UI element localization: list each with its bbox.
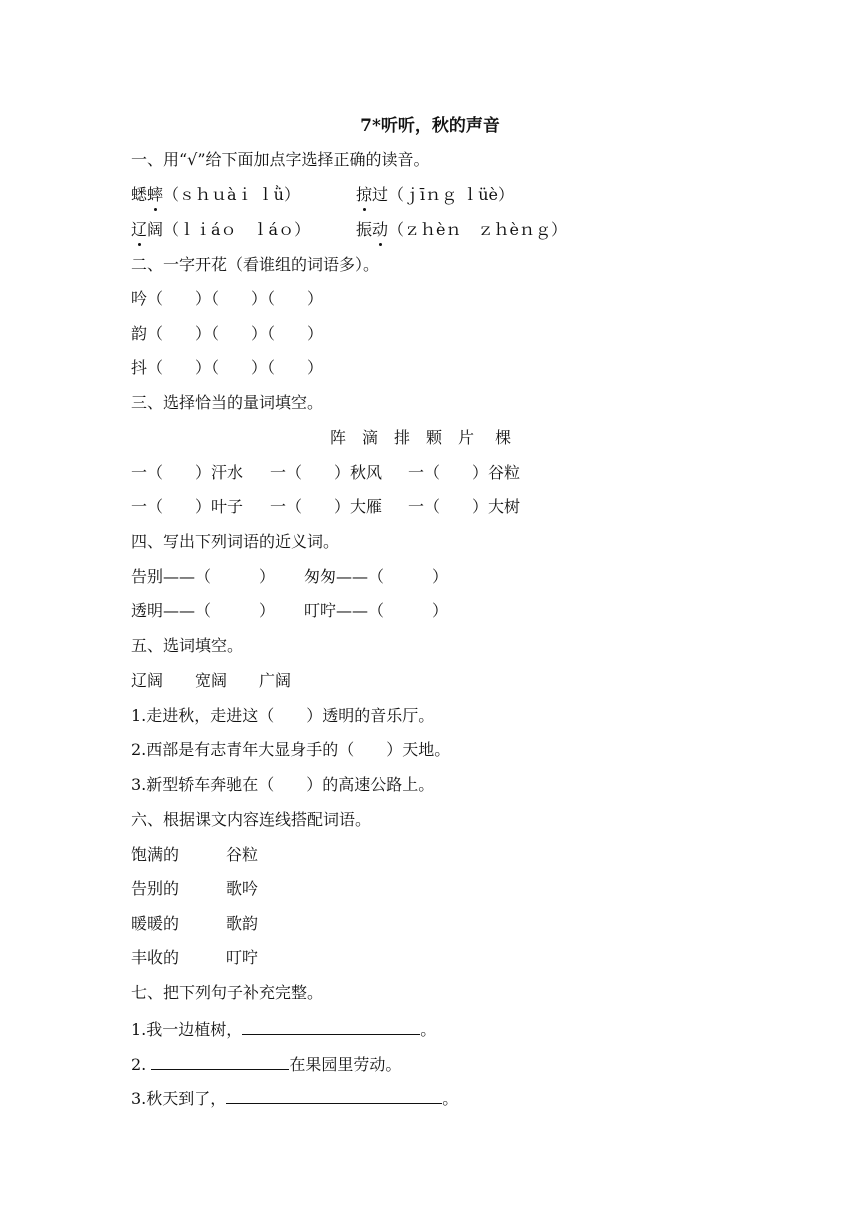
word-bloom-row: 抖（ ）（ ）（ ） xyxy=(131,358,324,377)
sentence-item-1 xyxy=(131,1018,436,1040)
sentence-item-3 xyxy=(131,1087,458,1109)
dotted-char: 辽 xyxy=(131,220,148,239)
measure-word-item: 一（ ）谷粒 xyxy=(408,463,521,482)
match-left-item: 暖暖的 xyxy=(131,914,180,933)
section-5-heading: 五、选词填空。 xyxy=(131,636,244,655)
measure-word-item: 一（ ）汗水 xyxy=(131,463,244,482)
word-bloom-row: 韵（ ）（ ）（ ） xyxy=(131,324,324,343)
sentence-text: 。 xyxy=(442,1089,459,1108)
answer-blank[interactable] xyxy=(242,1018,420,1035)
fill-in-item: 2.西部是有志青年大显身手的（ ）天地。 xyxy=(131,740,451,759)
pinyin-options: 阔（ｌｉáｏ ｌáｏ） xyxy=(147,220,311,239)
pinyin-item-liaokuo xyxy=(131,220,310,240)
dotted-char: 掠 xyxy=(356,185,373,204)
sentence-text: 1.我一边植树， xyxy=(131,1020,243,1039)
pinyin-item-lueguo xyxy=(356,185,514,205)
section-7-heading: 七、把下列句子补充完整。 xyxy=(131,983,324,1002)
word-bloom-row: 吟（ ）（ ）（ ） xyxy=(131,289,324,308)
dotted-char: 动 xyxy=(372,220,389,239)
measure-word-item: 一（ ）秋风 xyxy=(270,463,383,482)
synonym-item: 匆匆——（ ） xyxy=(304,567,449,586)
match-right-item: 歌吟 xyxy=(226,879,259,898)
sentence-text: 在果园里劳动。 xyxy=(289,1055,402,1074)
measure-word-item: 一（ ）大雁 xyxy=(270,497,383,516)
match-right-item: 谷粒 xyxy=(226,845,259,864)
synonym-item: 告别——（ ） xyxy=(131,567,276,586)
answer-blank[interactable] xyxy=(226,1087,442,1104)
page-title: 7*听听，秋的声音 xyxy=(360,116,500,136)
match-right-item: 叮咛 xyxy=(226,948,259,967)
section-4-heading: 四、写出下列词语的近义词。 xyxy=(131,532,340,551)
sentence-item-2 xyxy=(131,1053,401,1075)
fill-in-item: 1.走进秋，走进这（ ）透明的音乐厅。 xyxy=(131,706,435,725)
synonym-item: 透明——（ ） xyxy=(131,601,276,620)
answer-blank[interactable] xyxy=(151,1053,289,1070)
char: 振 xyxy=(356,220,373,239)
pinyin-options: （ｓｈｕàｉ ｌǜ） xyxy=(163,185,300,204)
word-choices: 辽阔 宽阔 广阔 xyxy=(131,671,292,690)
pinyin-item-xishuai xyxy=(131,185,300,205)
char: 蟋 xyxy=(131,185,148,204)
measure-word-item: 一（ ）大树 xyxy=(408,497,521,516)
measure-word-options: 阵 滴 排 颗 片 棵 xyxy=(330,428,512,447)
match-left-item: 丰收的 xyxy=(131,948,180,967)
match-left-item: 告别的 xyxy=(131,879,180,898)
sentence-text: 。 xyxy=(420,1020,437,1039)
dotted-char: 蟀 xyxy=(147,185,164,204)
section-2-heading: 二、一字开花（看谁组的词语多）。 xyxy=(131,255,380,274)
pinyin-options: （ｚｈèｎ ｚｈèｎｇ） xyxy=(388,220,567,239)
section-1-heading: 一、用“√”给下面加点字选择正确的读音。 xyxy=(131,150,430,169)
sentence-text: 3.秋天到了， xyxy=(131,1089,227,1108)
measure-word-item: 一（ ）叶子 xyxy=(131,497,244,516)
pinyin-options: 过（ｊīｎｇ ｌüè） xyxy=(372,185,514,204)
sentence-text: 2. xyxy=(131,1055,152,1074)
fill-in-item: 3.新型轿车奔驰在（ ）的高速公路上。 xyxy=(131,775,435,794)
match-left-item: 饱满的 xyxy=(131,845,180,864)
section-3-heading: 三、选择恰当的量词填空。 xyxy=(131,393,324,412)
synonym-item: 叮咛——（ ） xyxy=(304,601,449,620)
pinyin-item-zhendong xyxy=(356,220,567,240)
match-right-item: 歌韵 xyxy=(226,914,259,933)
section-6-heading: 六、根据课文内容连线搭配词语。 xyxy=(131,810,372,829)
